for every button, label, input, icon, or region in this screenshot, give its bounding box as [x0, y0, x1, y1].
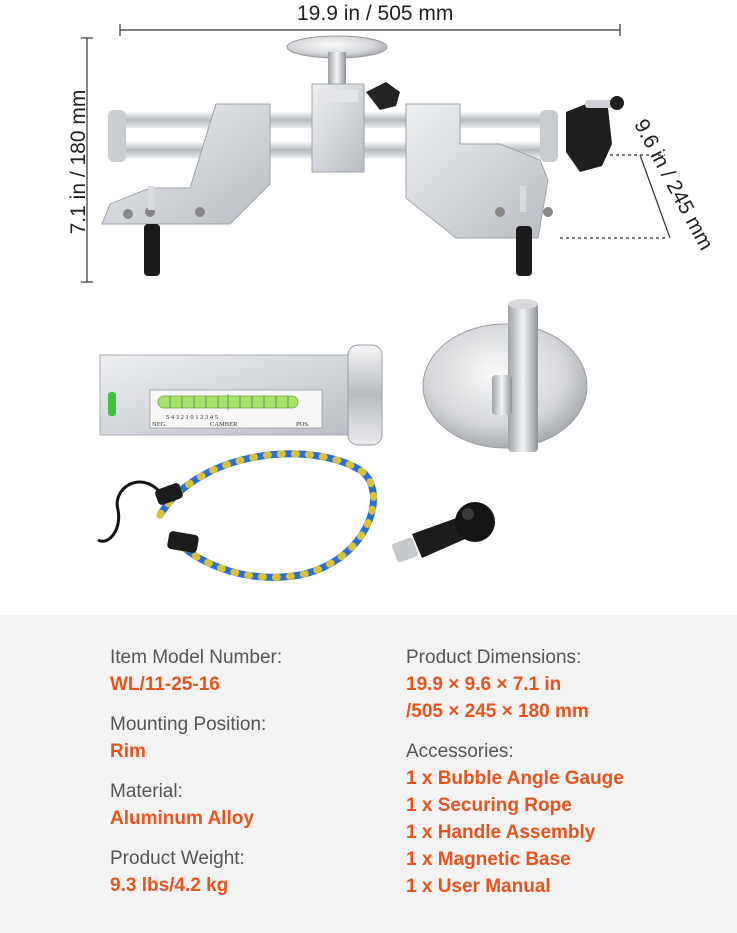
- dimension-width-label: 19.9 in / 505 mm: [297, 2, 454, 25]
- spec-label: Item Model Number:: [110, 647, 283, 668]
- spec-label: Accessories:: [406, 741, 514, 762]
- dimension-height-label: 7.1 in / 180 mm: [67, 89, 90, 235]
- bubble-gauge: [100, 345, 382, 445]
- spec-label: Product Weight:: [110, 848, 245, 869]
- accessories-list: [406, 765, 624, 900]
- spec-label: Product Dimensions:: [406, 647, 582, 668]
- list-item: 1 x Bubble Angle Gauge: [406, 768, 624, 789]
- center-block: [312, 84, 364, 172]
- right-knob: [566, 96, 624, 172]
- spec-dimensions: [406, 645, 624, 725]
- left-arm: [102, 104, 270, 276]
- gauge-camber-label: CAMBER: [210, 421, 238, 428]
- spec-panel: [0, 615, 737, 933]
- spec-label: Material:: [110, 781, 183, 802]
- spec-value: Aluminum Alloy: [110, 808, 254, 829]
- spec-value: 9.3 lbs/4.2 kg: [110, 875, 229, 896]
- spec-mounting: [110, 712, 282, 765]
- spec-value: Rim: [110, 741, 146, 762]
- dimension-depth-label: 9.6 in / 245 mm: [629, 115, 718, 255]
- spec-value: 19.9 × 9.6 × 7.1 in: [406, 674, 562, 695]
- handle-assembly: [391, 502, 495, 563]
- spec-weight: [110, 846, 282, 899]
- spec-column-left: [110, 645, 282, 913]
- gauge-pos-label: POS.: [296, 421, 310, 428]
- gauge-scale: 5 4 3 2 1 0 1 2 3 4 5: [166, 414, 218, 421]
- list-item: 1 x User Manual: [406, 876, 551, 897]
- spec-value: WL/11-25-16: [110, 674, 220, 695]
- spec-material: [110, 779, 282, 832]
- magnetic-base: [423, 299, 587, 452]
- list-item: 1 x Magnetic Base: [406, 849, 571, 870]
- gauge-neg-label: NEG.: [152, 421, 167, 428]
- spec-label: Mounting Position:: [110, 714, 267, 735]
- list-item: 1 x Handle Assembly: [406, 822, 596, 843]
- spec-accessories: [406, 739, 624, 900]
- right-arm: [406, 104, 553, 276]
- spec-model: [110, 645, 282, 698]
- spec-column-right: [406, 645, 624, 914]
- list-item: 1 x Securing Rope: [406, 795, 572, 816]
- spec-value: /505 × 245 × 180 mm: [406, 701, 589, 722]
- securing-rope: [98, 454, 374, 577]
